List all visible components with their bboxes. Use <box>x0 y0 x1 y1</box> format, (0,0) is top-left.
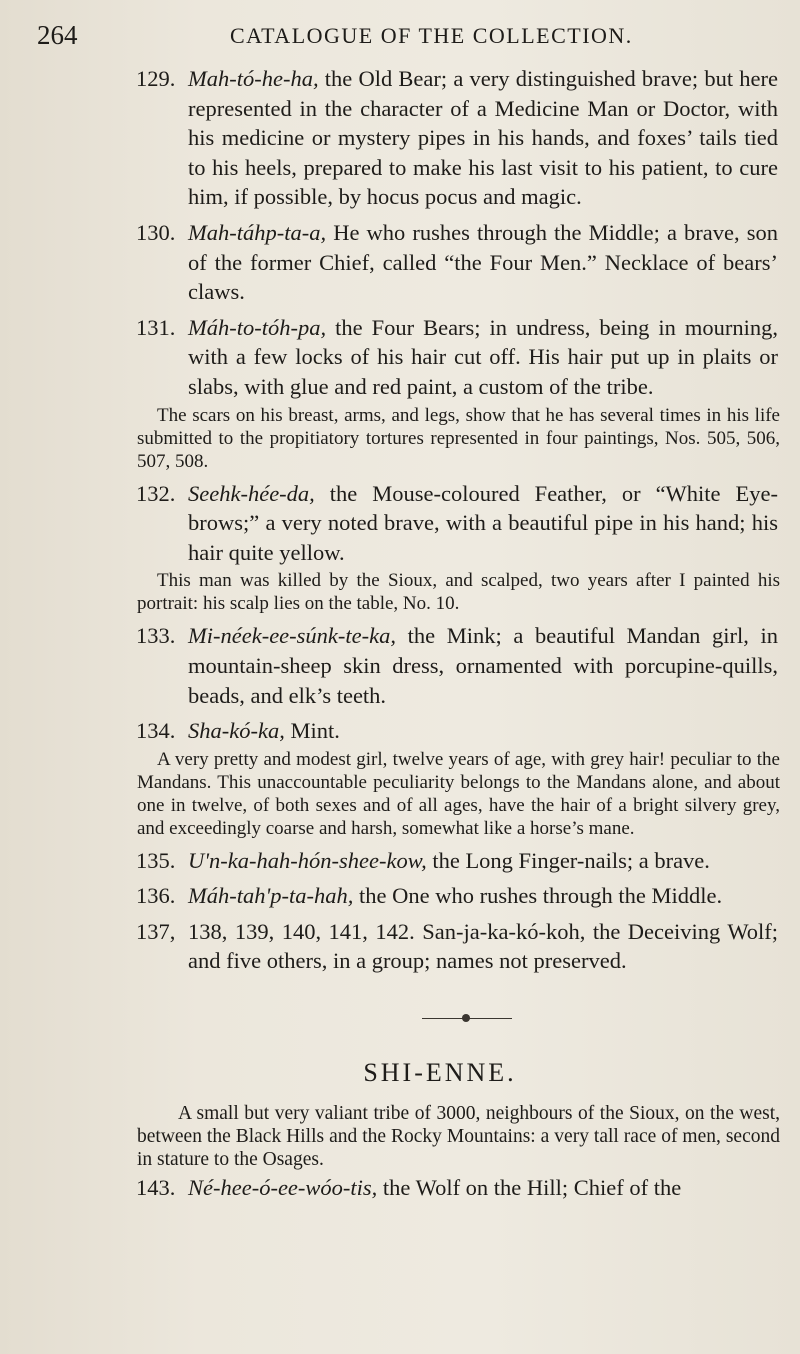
entry-number: 130. <box>136 219 176 245</box>
entry-number: 134. <box>136 718 176 744</box>
catalogue-entry <box>0 846 800 876</box>
catalogue-entry <box>0 881 800 911</box>
entry-text: 138, 139, 140, 141, 142. San-ja-ka-kó-koh, the Deceiving Wolf; and five others, in a group; names not preserved. <box>188 918 778 974</box>
catalogue-entry <box>0 716 800 746</box>
entry-name: Né-hee-ó-ee-wóo-tis, <box>188 1175 378 1201</box>
entry-number: 133. <box>136 623 176 649</box>
entry-text: the One who rushes through the Middle. <box>353 883 723 909</box>
catalogue-entry <box>0 621 800 710</box>
page-number: 264 <box>37 20 78 50</box>
page-body <box>0 64 800 1203</box>
entry-number: 135. <box>136 847 176 873</box>
running-title: CATALOGUE OF THE COLLECTION. <box>230 23 633 48</box>
section-title: SHI-ENNE. <box>363 1058 517 1088</box>
catalogue-entry <box>0 1173 800 1203</box>
entry-name: Mah-tó-he-ha, <box>188 66 319 91</box>
entry-text: the Four Bears; in undress, being in mourning, with a few locks of his hair cut off. His hair put up in plaits or slabs, with glue and red paint, a custom of the tribe. <box>188 314 778 399</box>
entry-number: 131. <box>136 314 176 340</box>
entry-note: This man was killed by the Sioux, and scalped, two years after I painted his portrait: his scalp lies on the table, No. 10. <box>137 570 780 615</box>
catalogue-entry <box>0 917 800 976</box>
entry-number: 143. <box>136 1175 176 1201</box>
entry-name: U'n-ka-hah-hón-shee-kow, <box>188 847 427 873</box>
entry-name: Sha-kó-ka, <box>188 718 285 744</box>
section-intro: A small but very valiant tribe of 3000, neighbours of the Sioux, on the west, between the Black Hills and the Rocky Mountains: a very tall race of men, second in stature to the Osages. <box>137 1103 780 1171</box>
catalogue-entry <box>0 313 800 402</box>
entry-note: A very pretty and modest girl, twelve years of age, with grey hair! peculiar to the Mandans. This unaccountable peculiarity belongs to the Mandans alone, and about one in twelve, of both sexes and of all ages, have the hair of a bright silvery grey, and exceedingly coarse and harsh, somewhat like a horse’s mane. <box>137 748 780 839</box>
catalogue-entry <box>0 218 800 307</box>
entry-number: 137, <box>136 918 176 944</box>
entry-text: Mint. <box>284 718 340 744</box>
divider-ornament-icon <box>462 1014 470 1022</box>
entry-name: Mi-néek-ee-súnk-te-ka, <box>188 623 396 649</box>
entry-text: the Mouse-coloured Feather, or “White Eye-brows;” a very noted brave, with a beautiful pipe in his hand; his hair quite yellow. <box>188 480 778 565</box>
entry-number: 132. <box>136 480 176 506</box>
entry-number: 136. <box>136 883 176 909</box>
entry-name: Máh-to-tóh-pa, <box>188 314 327 340</box>
section-divider <box>0 1010 800 1026</box>
entry-text: the Mink; a beautiful Mandan girl, in mountain-sheep skin dress, ornamented with porcupine-quills, beads, and elk’s teeth. <box>188 623 778 708</box>
entry-text: the Wolf on the Hill; Chief of the <box>377 1175 682 1201</box>
catalogue-entry <box>0 479 800 568</box>
entry-text: the Old Bear; a very distinguished brave; but here represented in the character of a Medicine Man or Doctor, with his medicine or mystery pipes in his hands, and foxes’ tails tied to his heels, prepared to make his last visit to his patient, to cure him, if possible, by hocus pocus and magic. <box>188 66 778 210</box>
entry-note: The scars on his breast, arms, and legs, show that he has several times in his life submitted to the propitiatory tortures represented in four paintings, Nos. 505, 506, 507, 508. <box>137 404 780 472</box>
entry-name: Mah-táhp-ta-a, <box>188 219 327 245</box>
entry-number: 129. <box>136 66 176 91</box>
entry-name: Seehk-hée-da, <box>188 480 315 506</box>
catalogue-entry <box>0 64 800 212</box>
entry-text: the Long Finger-nails; a brave. <box>426 847 710 873</box>
entry-text: He who rushes through the Middle; a brave, son of the former Chief, called “the Four Men.” Necklace of bears’ claws. <box>188 219 778 305</box>
entry-name: Máh-tah'p-ta-hah, <box>188 883 354 909</box>
page-header <box>0 20 800 60</box>
